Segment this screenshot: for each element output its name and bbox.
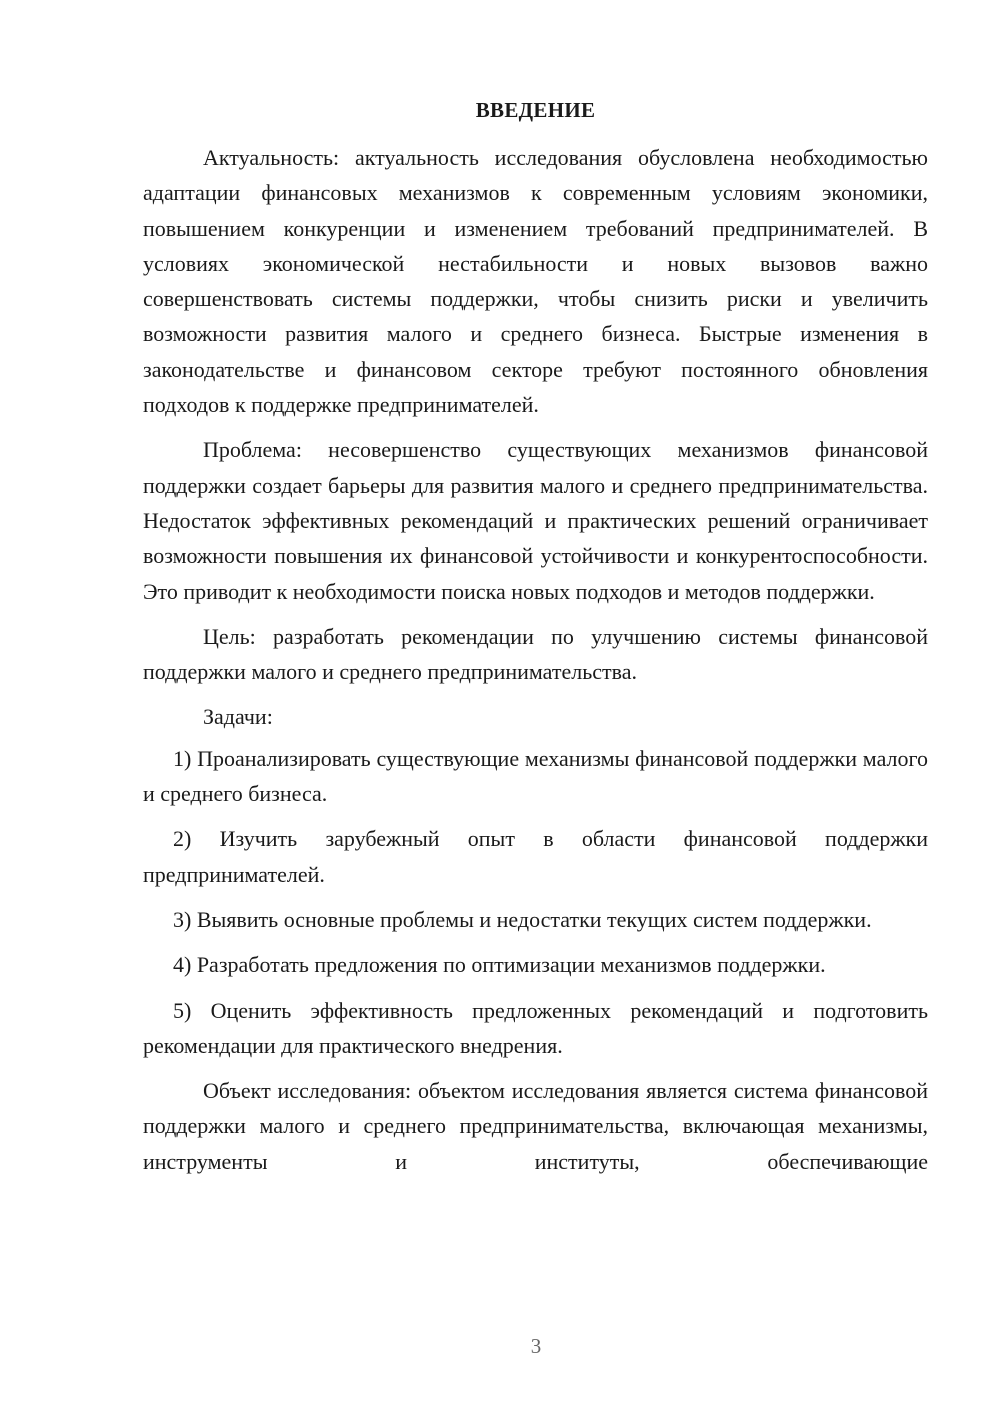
- problem-paragraph: Проблема: несовершенство существующих механизмов финансовой поддержки создает барьеры для развития малого и среднего предпринимательства. Недостаток эффективных рекомендаций и практических решений ограничивает возможности повышения их финансовой устойчивости и конкурентоспособности. Это приводит к необходимости поиска новых подходов и методов поддержки.: [143, 437, 928, 604]
- task-item-2: 2) Изучить зарубежный опыт в области финансовой поддержки предпринимателей.: [143, 826, 928, 887]
- task-item-1: 1) Проанализировать существующие механизмы финансовой поддержки малого и среднего бизнеса.: [143, 745, 928, 807]
- task-item-5: 5) Оценить эффективность предложенных рекомендаций и подготовить рекомендации для практического внедрения.: [143, 997, 928, 1058]
- task-item-3: 3) Выявить основные проблемы и недостатки текущих систем поддержки.: [173, 906, 872, 932]
- page-number: 3: [530, 1334, 542, 1358]
- research-object-paragraph: Объект исследования: объектом исследования является система финансовой поддержки малого и среднего предпринимательства, включающая механизмы, инструменты и институты, обеспечивающие: [143, 1078, 928, 1174]
- goal-paragraph: Цель: разработать рекомендации по улучшению системы финансовой поддержки малого и среднего предпринимательства.: [143, 623, 928, 685]
- relevance-paragraph: Актуальность: актуальность исследования обусловлена необходимостью адаптации финансовых механизмов к современным условиям экономики, повышением конкуренции и изменением требований предпринимателей. В условиях экономической нестабильности и новых вызовов важно совершенствовать системы поддержки, чтобы снизить риски и увеличить возможности развития малого и среднего бизнеса. Быстрые изменения в законодательстве и финансовом секторе требуют постоянного обновления подходов к поддержке предпринимателей.: [143, 145, 928, 418]
- tasks-heading: Задачи:: [203, 704, 273, 730]
- task-item-4: 4) Разработать предложения по оптимизации механизмов поддержки.: [173, 952, 826, 978]
- section-title: ВВЕДЕНИЕ: [475, 98, 596, 122]
